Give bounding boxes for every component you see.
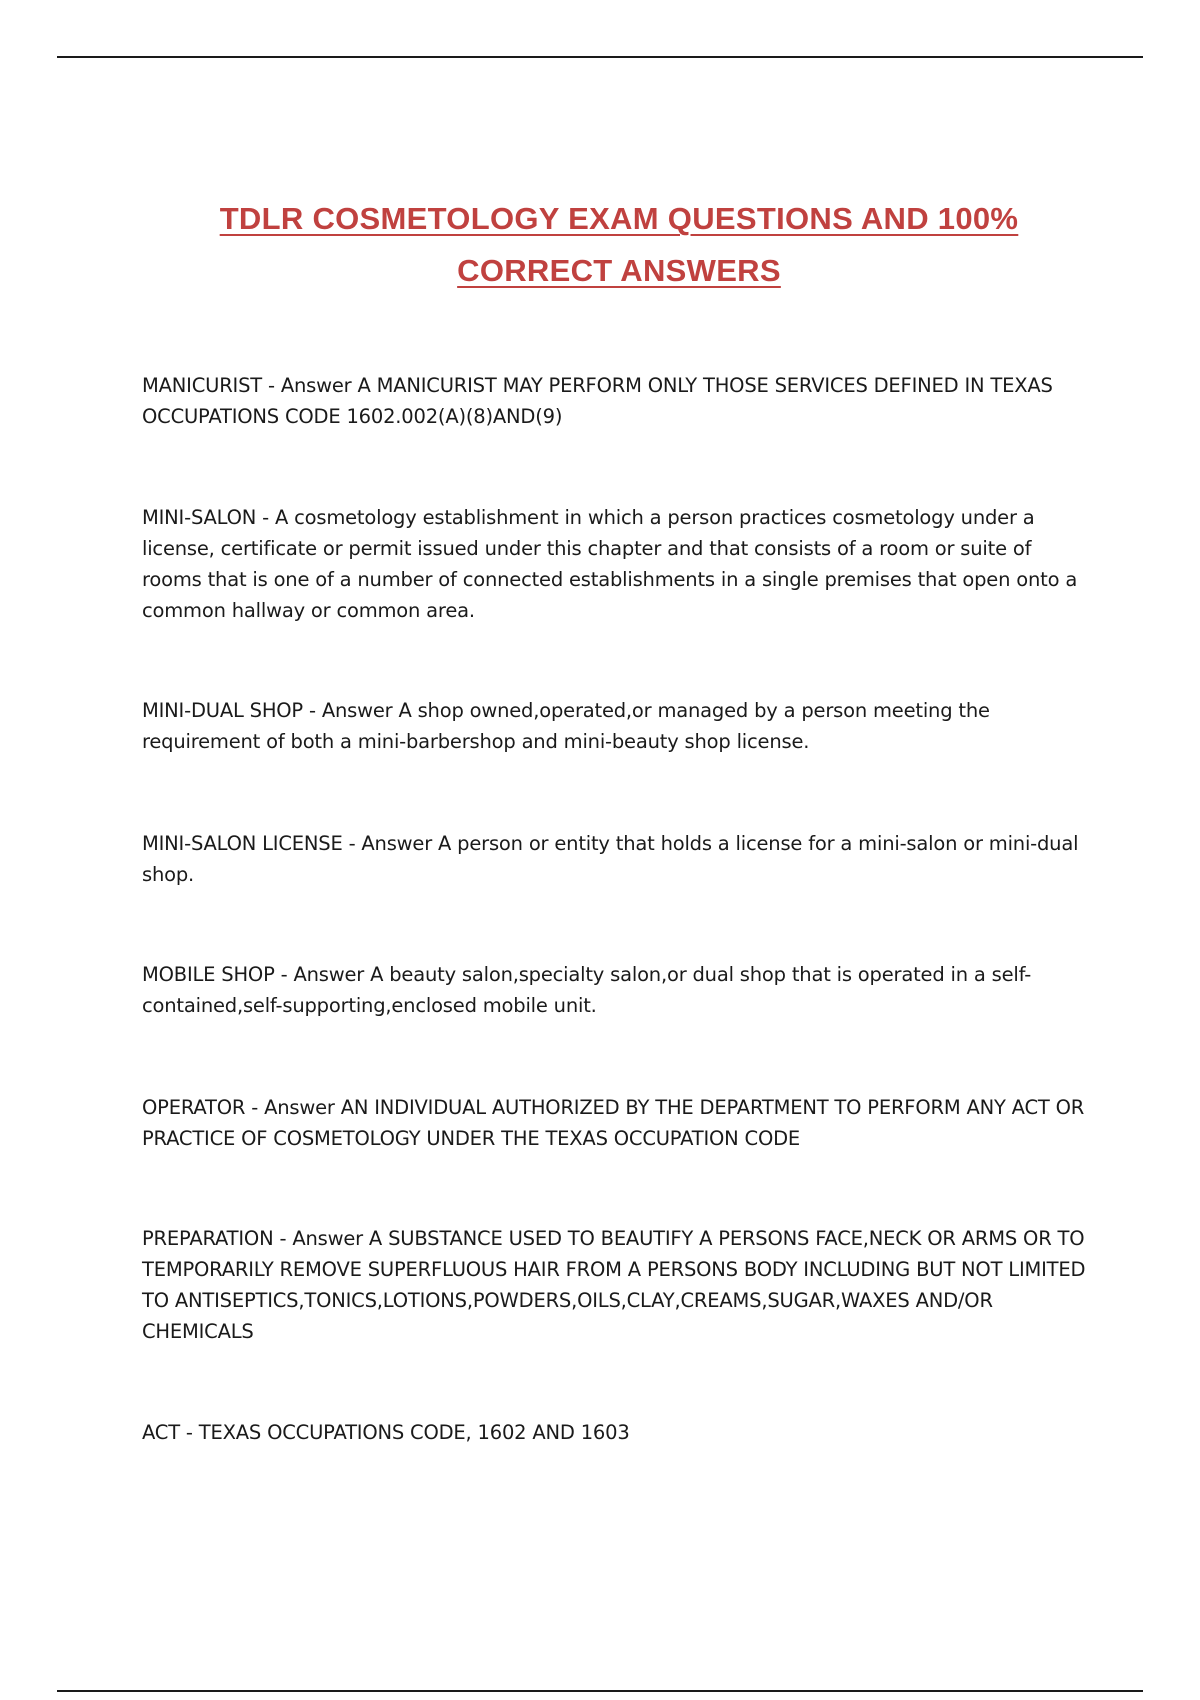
bottom-rule	[57, 1690, 1143, 1692]
entry-term: MOBILE SHOP -	[142, 963, 293, 986]
entry-act	[142, 1417, 1092, 1448]
entry-definition: Answer AN INDIVIDUAL AUTHORIZED BY THE DEPARTMENT TO PERFORM ANY ACT OR PRACTICE OF COSMETOLOGY UNDER THE TEXAS OCCUPATION CODE	[142, 1096, 1085, 1150]
entry-mini-salon-license	[142, 828, 1092, 890]
entry-definition: Answer A SUBSTANCE USED TO BEAUTIFY A PERSONS FACE,NECK OR ARMS OR TO TEMPORARILY REMOVE SUPERFLUOUS HAIR FROM A PERSONS BODY INCLUDING BUT NOT LIMITED TO ANTISEPTICS,TONICS,LOTIONS,POWDERS,OILS,CLAY,CREAMS,SUGAR,WAXES AND/OR CHEMICALS	[142, 1227, 1086, 1343]
entry-definition: A cosmetology establishment in which a person practices cosmetology under a license, certificate or permit issued under this chapter and that consists of a room or suite of rooms that is one of a number of connected establishments in a single premises that open onto a common hallway or common area.	[142, 506, 1078, 622]
document-title	[150, 193, 1088, 297]
entry-term: MINI-SALON -	[142, 506, 275, 529]
entry-manicurist	[142, 370, 1092, 432]
title-line-2: CORRECT ANSWERS	[457, 253, 781, 288]
entry-definition: Answer A shop owned,operated,or managed by a person meeting the requirement of both a mini-barbershop and mini-beauty shop license.	[142, 699, 990, 753]
entry-term: PREPARATION -	[142, 1227, 292, 1250]
entry-term: ACT -	[142, 1421, 199, 1444]
entry-mini-salon	[142, 502, 1092, 626]
entry-definition: Answer A MANICURIST MAY PERFORM ONLY THOSE SERVICES DEFINED IN TEXAS OCCUPATIONS CODE 1602.002(A)(8)AND(9)	[142, 374, 1053, 428]
entry-term: MANICURIST -	[142, 374, 281, 397]
entry-term: MINI-SALON LICENSE -	[142, 832, 361, 855]
entry-mini-dual-shop	[142, 695, 1092, 757]
entry-term: OPERATOR -	[142, 1096, 264, 1119]
entry-term: MINI-DUAL SHOP -	[142, 699, 322, 722]
top-rule	[57, 56, 1143, 58]
title-line-1: TDLR COSMETOLOGY EXAM QUESTIONS AND 100%	[219, 201, 1019, 236]
entry-preparation	[142, 1223, 1092, 1347]
entry-definition: Answer A person or entity that holds a license for a mini-salon or mini-dual shop.	[142, 832, 1079, 886]
entry-definition: TEXAS OCCUPATIONS CODE, 1602 AND 1603	[198, 1421, 630, 1444]
entry-mobile-shop	[142, 959, 1092, 1021]
entry-definition: Answer A beauty salon,specialty salon,or dual shop that is operated in a self-contained,self-supporting,enclosed mobile unit.	[142, 963, 1032, 1017]
entry-operator	[142, 1092, 1092, 1154]
